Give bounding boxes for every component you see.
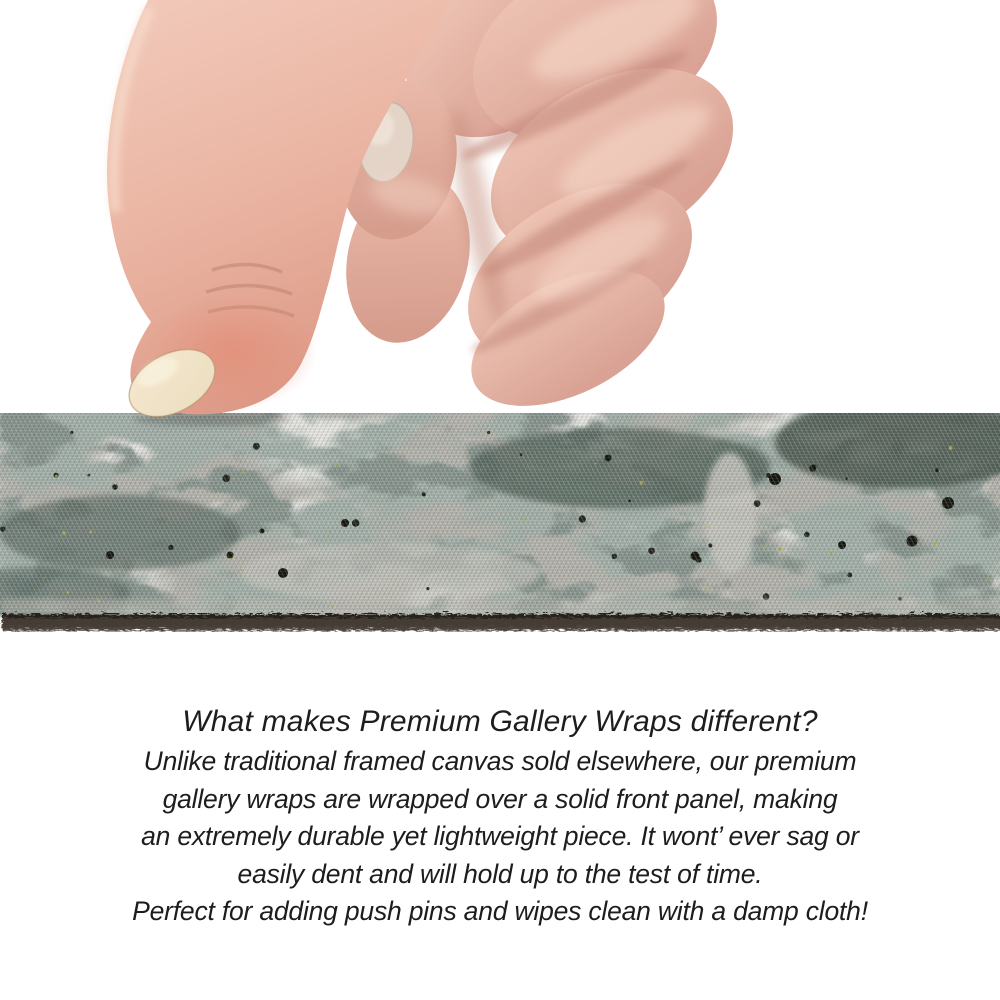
hand-pressing-thumb-image xyxy=(0,0,1000,420)
info-line: an extremely durable yet lightweight piece. It wont’ ever sag or xyxy=(141,821,859,851)
info-line: gallery wraps are wrapped over a solid front panel, making xyxy=(162,783,838,814)
info-line: Perfect for adding push pins and wipes clean with a damp cloth! xyxy=(132,896,868,926)
canvas-edge-texture xyxy=(0,413,1000,632)
info-text-block xyxy=(0,701,1000,931)
info-line: easily dent and will hold up to the test of time. xyxy=(237,858,763,889)
info-title: What makes Premium Gallery Wraps different? xyxy=(182,705,818,738)
canvas-texture-art xyxy=(0,413,1000,632)
info-line: Unlike traditional framed canvas sold elsewhere, our premium xyxy=(143,746,857,776)
